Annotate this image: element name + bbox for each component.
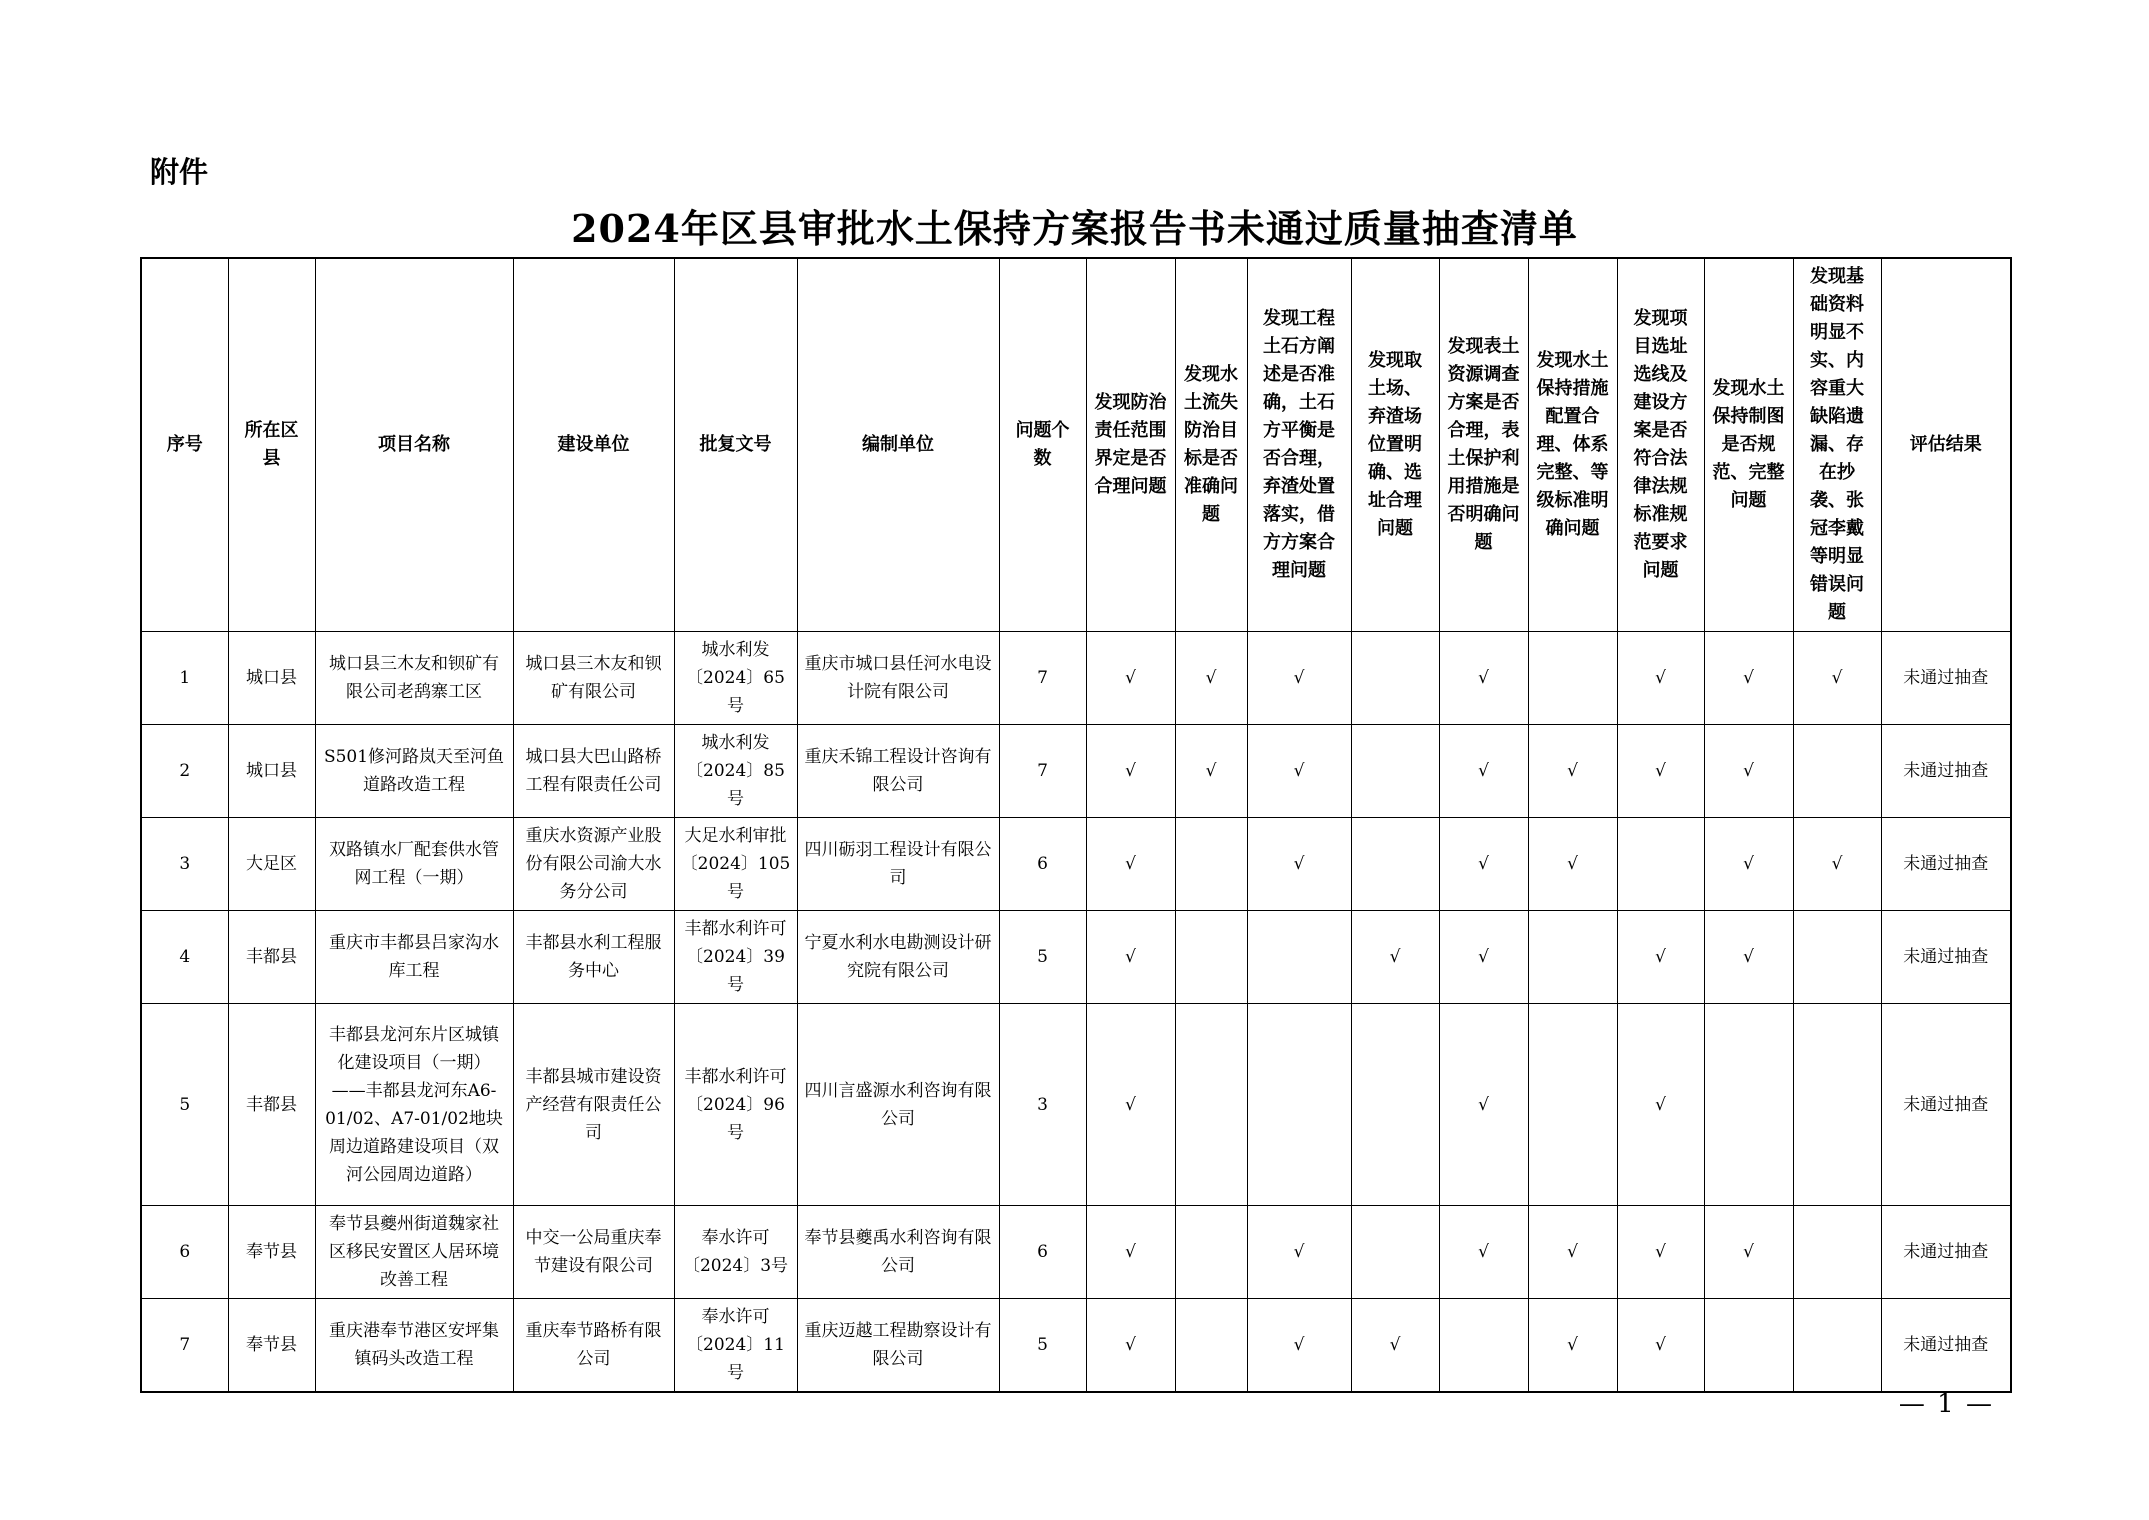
table-row <box>141 1206 2011 1299</box>
compiler-cell: 奉节县夔禹水利咨询有限公司 <box>797 1206 999 1299</box>
check-mark <box>1175 1206 1247 1299</box>
check-mark <box>1351 725 1439 818</box>
county-cell: 城口县 <box>228 632 315 725</box>
check-mark <box>1793 1206 1881 1299</box>
approval-number-cell: 城水利发〔2024〕85号 <box>674 725 797 818</box>
check-mark: √ <box>1175 632 1247 725</box>
check-mark <box>1793 911 1881 1004</box>
check-mark: √ <box>1704 818 1793 911</box>
check-mark <box>1351 1004 1439 1206</box>
county-cell: 奉节县 <box>228 1206 315 1299</box>
check-mark <box>1439 1299 1528 1393</box>
check-mark: √ <box>1617 632 1704 725</box>
check-mark: √ <box>1086 632 1175 725</box>
issue-count-cell: 7 <box>999 632 1086 725</box>
document-title: 2024年区县审批水土保持方案报告书未通过质量抽查清单 <box>571 206 1578 251</box>
header-cell: 编制单位 <box>797 258 999 632</box>
check-mark: √ <box>1247 1299 1351 1393</box>
check-mark <box>1528 1004 1617 1206</box>
table-row <box>141 632 2011 725</box>
builder-cell: 重庆水资源产业股份有限公司渝大水务分公司 <box>513 818 674 911</box>
builder-cell: 中交一公局重庆奉节建设有限公司 <box>513 1206 674 1299</box>
check-mark: √ <box>1086 911 1175 1004</box>
header-cell: 发现基础资料明显不实、内容重大缺陷遗漏、存在抄袭、张冠李戴等明显错误问题 <box>1793 258 1881 632</box>
check-mark: √ <box>1086 1299 1175 1393</box>
project-name-cell: 丰都县龙河东片区城镇化建设项目（一期）——丰都县龙河东A6-01/02、A7-01/02地块周边道路建设项目（双河公园周边道路） <box>315 1004 513 1206</box>
approval-number-cell: 丰都水利许可〔2024〕39号 <box>674 911 797 1004</box>
check-mark <box>1247 1004 1351 1206</box>
result-cell: 未通过抽查 <box>1881 632 2011 725</box>
check-mark <box>1793 1299 1881 1393</box>
check-mark: √ <box>1617 1299 1704 1393</box>
check-mark <box>1793 1004 1881 1206</box>
result-cell: 未通过抽查 <box>1881 1206 2011 1299</box>
issue-count-cell: 3 <box>999 1004 1086 1206</box>
header-row <box>141 258 2011 632</box>
header-cell: 发现水土保持制图是否规范、完整问题 <box>1704 258 1793 632</box>
header-cell: 所在区县 <box>228 258 315 632</box>
table-row <box>141 911 2011 1004</box>
check-mark <box>1351 632 1439 725</box>
check-mark: √ <box>1351 1299 1439 1393</box>
header-cell: 建设单位 <box>513 258 674 632</box>
result-cell: 未通过抽查 <box>1881 725 2011 818</box>
check-mark <box>1528 911 1617 1004</box>
check-mark: √ <box>1247 818 1351 911</box>
check-mark <box>1704 1299 1793 1393</box>
approval-number-cell: 城水利发〔2024〕65号 <box>674 632 797 725</box>
row-number: 6 <box>141 1206 228 1299</box>
compiler-cell: 宁夏水利水电勘测设计研究院有限公司 <box>797 911 999 1004</box>
header-cell: 项目名称 <box>315 258 513 632</box>
result-cell: 未通过抽查 <box>1881 818 2011 911</box>
check-mark <box>1528 632 1617 725</box>
header-cell: 问题个数 <box>999 258 1086 632</box>
check-mark: √ <box>1086 1206 1175 1299</box>
header-cell: 发现水土流失防治目标是否准确问题 <box>1175 258 1247 632</box>
project-name-cell: 奉节县夔州街道魏家社区移民安置区人居环境改善工程 <box>315 1206 513 1299</box>
row-number: 3 <box>141 818 228 911</box>
header-cell: 发现工程土石方阐述是否准确，土石方平衡是否合理，弃渣处置落实，借方方案合理问题 <box>1247 258 1351 632</box>
header-cell: 批复文号 <box>674 258 797 632</box>
project-name-cell: 城口县三木友和钡矿有限公司老鸹寨工区 <box>315 632 513 725</box>
builder-cell: 城口县大巴山路桥工程有限责任公司 <box>513 725 674 818</box>
check-mark: √ <box>1247 632 1351 725</box>
county-cell: 奉节县 <box>228 1299 315 1393</box>
header-cell: 发现水土保持措施配置合理、体系完整、等级标准明确问题 <box>1528 258 1617 632</box>
approval-number-cell: 丰都水利许可〔2024〕96号 <box>674 1004 797 1206</box>
county-cell: 大足区 <box>228 818 315 911</box>
compiler-cell: 四川砺羽工程设计有限公司 <box>797 818 999 911</box>
builder-cell: 城口县三木友和钡矿有限公司 <box>513 632 674 725</box>
check-mark <box>1793 725 1881 818</box>
issue-count-cell: 5 <box>999 1299 1086 1393</box>
compiler-cell: 重庆迈越工程勘察设计有限公司 <box>797 1299 999 1393</box>
check-mark: √ <box>1439 1004 1528 1206</box>
table-row <box>141 1299 2011 1393</box>
check-mark: √ <box>1704 1206 1793 1299</box>
approval-number-cell: 奉水许可〔2024〕3号 <box>674 1206 797 1299</box>
check-mark: √ <box>1617 911 1704 1004</box>
approval-number-cell: 大足水利审批〔2024〕105号 <box>674 818 797 911</box>
header-cell: 发现项目选址选线及建设方案是否符合法律法规标准规范要求问题 <box>1617 258 1704 632</box>
check-mark: √ <box>1247 1206 1351 1299</box>
check-mark: √ <box>1617 1206 1704 1299</box>
check-mark <box>1351 818 1439 911</box>
check-mark: √ <box>1617 725 1704 818</box>
county-cell: 城口县 <box>228 725 315 818</box>
builder-cell: 重庆奉节路桥有限公司 <box>513 1299 674 1393</box>
table-row <box>141 1004 2011 1206</box>
check-mark: √ <box>1704 911 1793 1004</box>
check-mark: √ <box>1704 725 1793 818</box>
inspection-table <box>140 257 2012 1393</box>
compiler-cell: 重庆市城口县任河水电设计院有限公司 <box>797 632 999 725</box>
check-mark: √ <box>1175 725 1247 818</box>
row-number: 1 <box>141 632 228 725</box>
check-mark: √ <box>1439 725 1528 818</box>
check-mark <box>1175 1299 1247 1393</box>
check-mark: √ <box>1617 1004 1704 1206</box>
builder-cell: 丰都县水利工程服务中心 <box>513 911 674 1004</box>
check-mark: √ <box>1528 1206 1617 1299</box>
row-number: 2 <box>141 725 228 818</box>
result-cell: 未通过抽查 <box>1881 1004 2011 1206</box>
check-mark: √ <box>1439 818 1528 911</box>
check-mark: √ <box>1528 725 1617 818</box>
header-cell: 序号 <box>141 258 228 632</box>
county-cell: 丰都县 <box>228 911 315 1004</box>
check-mark: √ <box>1439 632 1528 725</box>
row-number: 5 <box>141 1004 228 1206</box>
check-mark: √ <box>1793 632 1881 725</box>
check-mark <box>1247 911 1351 1004</box>
table-row <box>141 818 2011 911</box>
check-mark: √ <box>1086 725 1175 818</box>
project-name-cell: S501修河路岚天至河鱼道路改造工程 <box>315 725 513 818</box>
check-mark: √ <box>1439 1206 1528 1299</box>
approval-number-cell: 奉水许可〔2024〕11号 <box>674 1299 797 1393</box>
issue-count-cell: 7 <box>999 725 1086 818</box>
check-mark: √ <box>1086 1004 1175 1206</box>
check-mark: √ <box>1793 818 1881 911</box>
issue-count-cell: 6 <box>999 818 1086 911</box>
attachment-label: 附件 <box>150 155 209 189</box>
project-name-cell: 双路镇水厂配套供水管网工程（一期） <box>315 818 513 911</box>
check-mark <box>1175 818 1247 911</box>
table-row <box>141 725 2011 818</box>
row-number: 4 <box>141 911 228 1004</box>
check-mark: √ <box>1086 818 1175 911</box>
row-number: 7 <box>141 1299 228 1393</box>
project-name-cell: 重庆市丰都县吕家沟水库工程 <box>315 911 513 1004</box>
header-cell: 发现防治责任范围界定是否合理问题 <box>1086 258 1175 632</box>
check-mark <box>1175 911 1247 1004</box>
compiler-cell: 四川言盛源水利咨询有限公司 <box>797 1004 999 1206</box>
check-mark: √ <box>1528 818 1617 911</box>
check-mark: √ <box>1704 632 1793 725</box>
builder-cell: 丰都县城市建设资产经营有限责任公司 <box>513 1004 674 1206</box>
check-mark <box>1704 1004 1793 1206</box>
check-mark: √ <box>1439 911 1528 1004</box>
check-mark <box>1617 818 1704 911</box>
check-mark <box>1351 1206 1439 1299</box>
check-mark: √ <box>1351 911 1439 1004</box>
issue-count-cell: 5 <box>999 911 1086 1004</box>
check-mark: √ <box>1247 725 1351 818</box>
result-cell: 未通过抽查 <box>1881 1299 2011 1393</box>
compiler-cell: 重庆禾锦工程设计咨询有限公司 <box>797 725 999 818</box>
result-cell: 未通过抽查 <box>1881 911 2011 1004</box>
project-name-cell: 重庆港奉节港区安坪集镇码头改造工程 <box>315 1299 513 1393</box>
header-cell: 发现取土场、弃渣场位置明确、选址合理问题 <box>1351 258 1439 632</box>
header-cell: 发现表土资源调查方案是否合理，表土保护利用措施是否明确问题 <box>1439 258 1528 632</box>
issue-count-cell: 6 <box>999 1206 1086 1299</box>
page-number: — 1 — <box>1898 1389 1994 1419</box>
check-mark: √ <box>1528 1299 1617 1393</box>
check-mark <box>1175 1004 1247 1206</box>
header-cell: 评估结果 <box>1881 258 2011 632</box>
county-cell: 丰都县 <box>228 1004 315 1206</box>
